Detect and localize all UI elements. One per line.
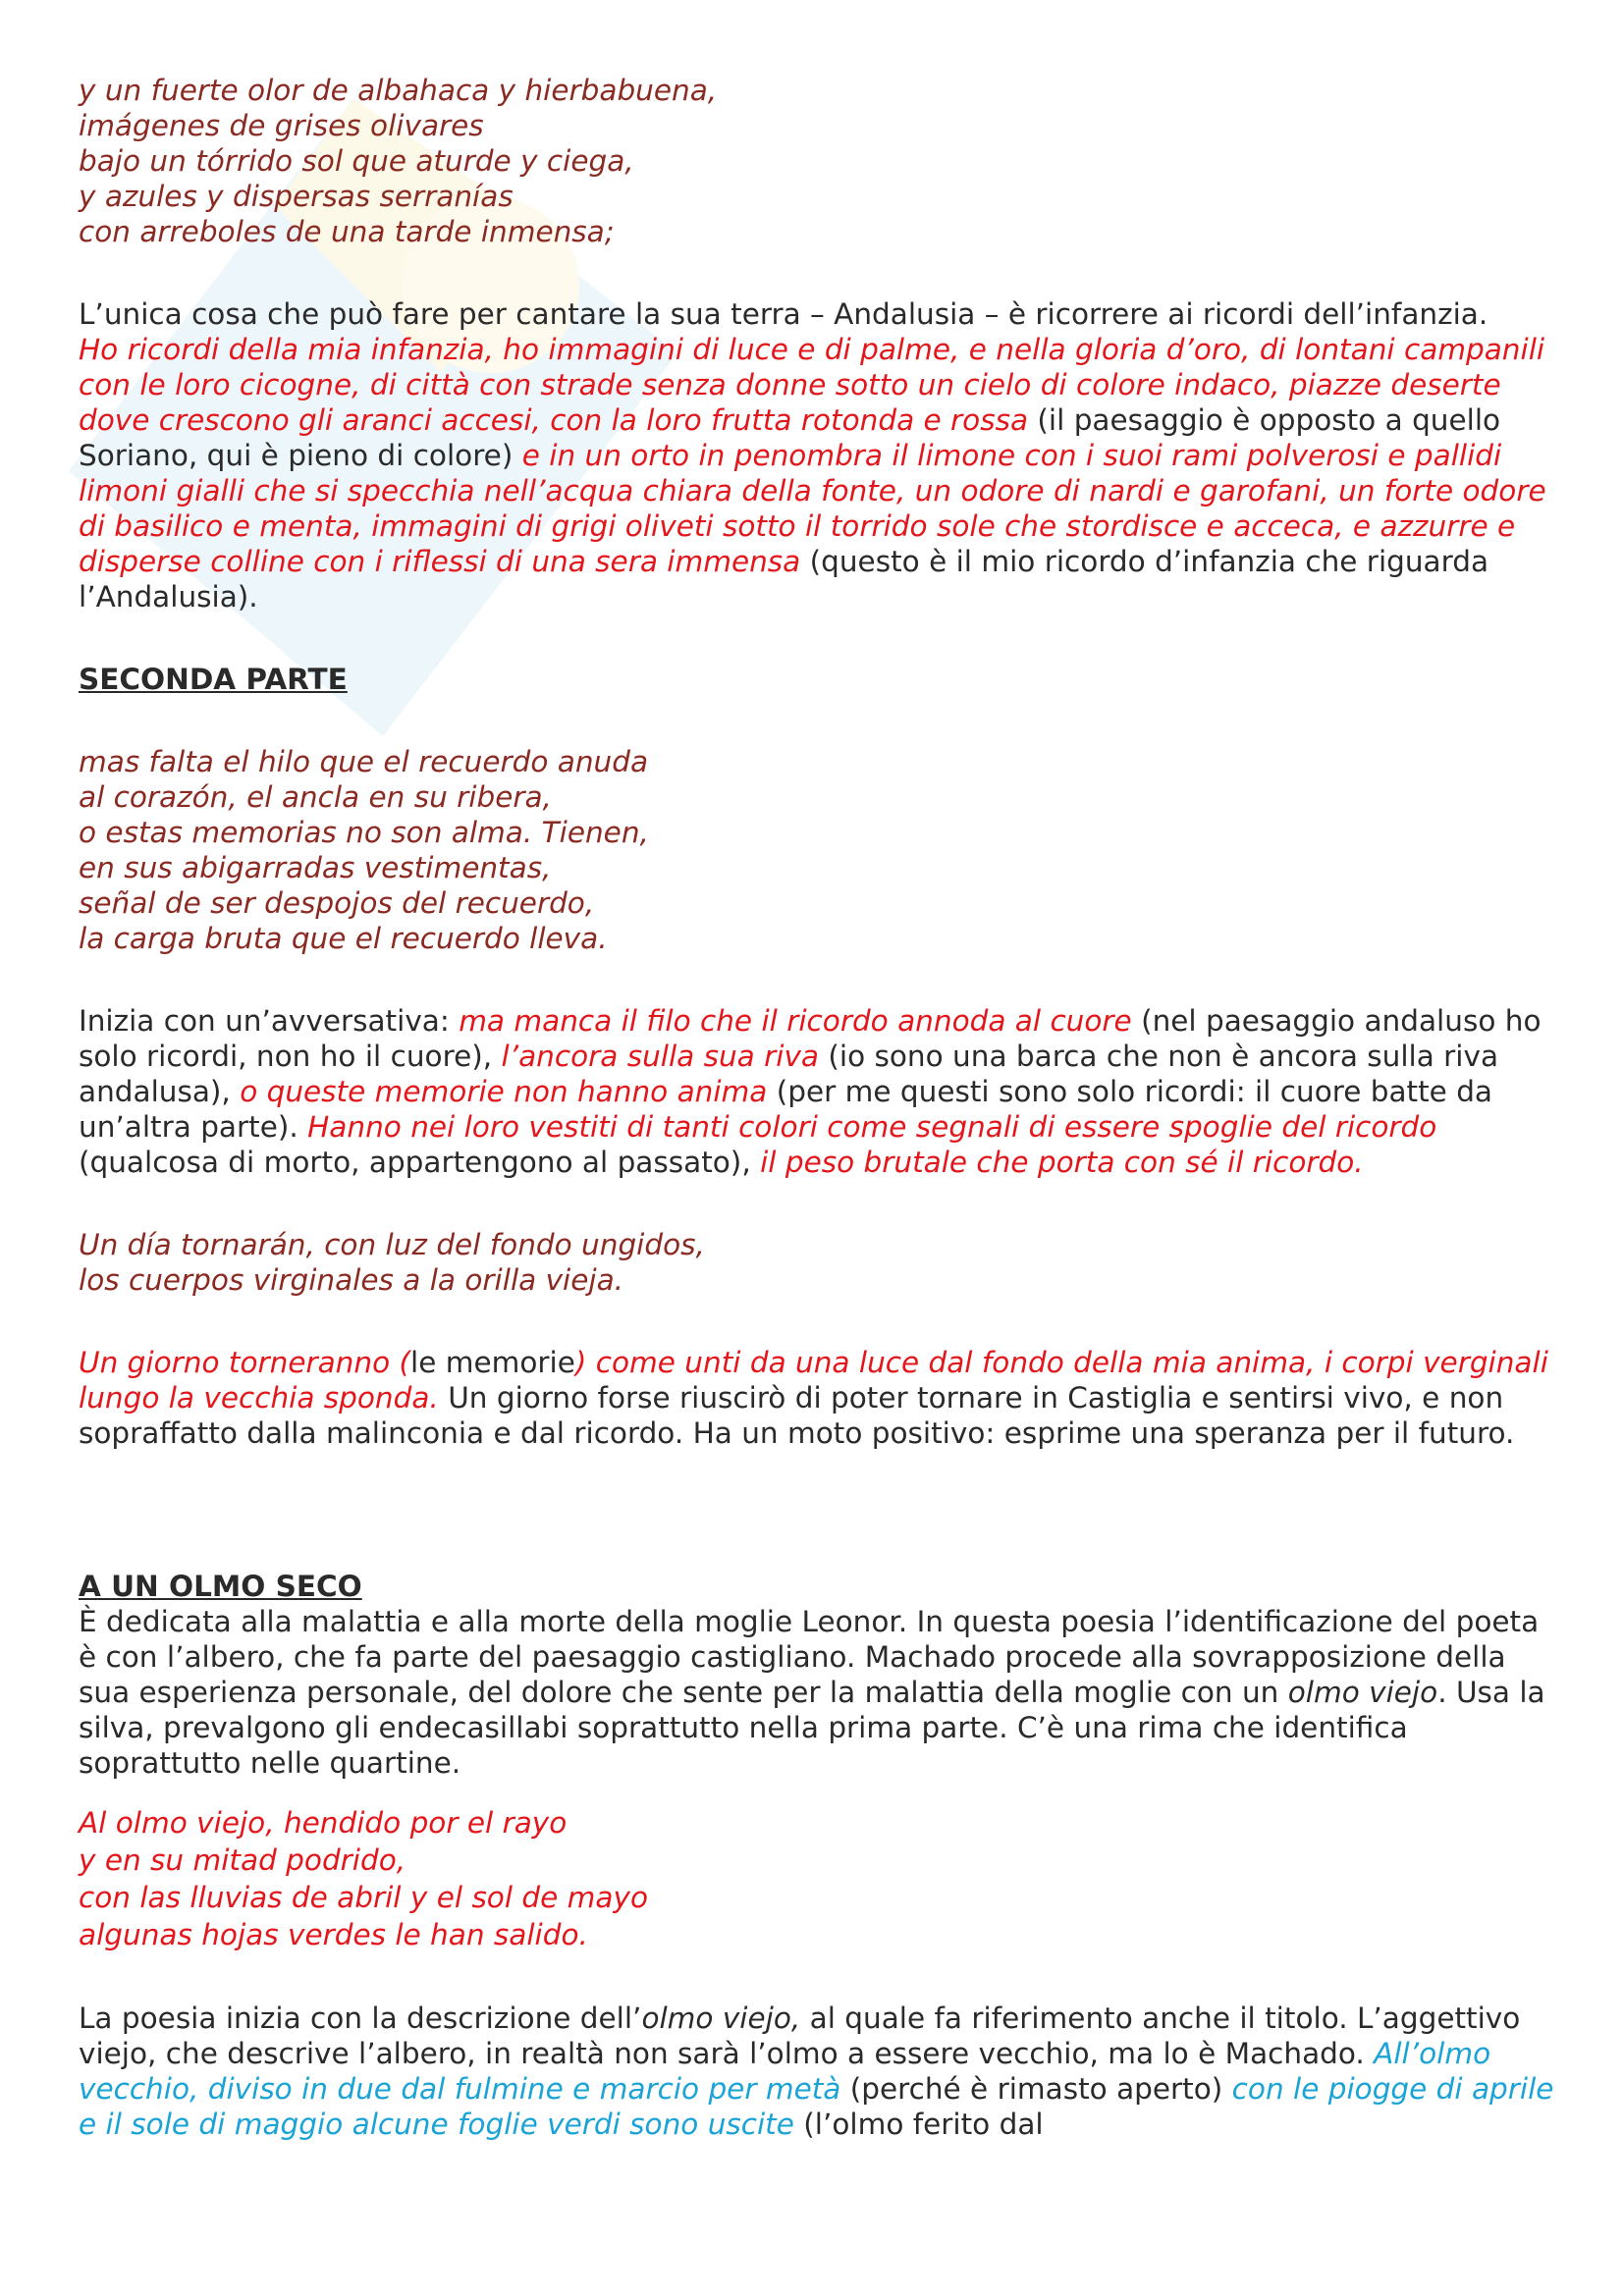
poem-excerpt-3 bbox=[79, 1227, 1561, 1298]
paragraph-andalusia-memories: L’unica cosa che può fare per cantare la sua terra – Andalusia – è ricorrere ai ricordi dell’infanzia. Ho ricordi della mia infanzia, ho immagini di luce e di palme, e nella gloria d’oro, di lontani campanili con le loro cicogne, di città con strade senza donne sotto un cielo di colore indaco, piazze deserte dove crescono gli aranci accesi, con la loro frutta rotonda e rossa (il paesaggio è opposto a quello Soriano, qui è pieno di colore) e in un orto in penombra il limone con i suoi rami polverosi e pallidi limoni gialli che si specchia nell’acqua chiara della fonte, un odore di nardi e garofani, un forte odore di basilico e menta, immagini di grigi oliveti sotto il torrido sole che stordisce e acceca, e azzurre e disperse colline con i riflessi di una sera immensa (questo è il mio ricordo d’infanzia che riguarda l’Andalusia). bbox=[79, 297, 1546, 614]
poem-line: señal de ser despojos del recuerdo, bbox=[79, 886, 595, 920]
translation-highlight: o queste memorie non hanno anima bbox=[240, 1075, 768, 1108]
paragraph-avversativa: Inizia con un’avversativa: ma manca il filo che il ricordo annoda al cuore (nel paesaggio andaluso ho solo ricordi, non ho il cuore), l’ancora sulla sua riva (io sono una barca che non è ancora sulla riva andalusa), o queste memorie non hanno anima (per me questi sono solo ricordi: il cuore batte da un’altra parte). Hanno nei loro vestiti di tanti colori come segnali di essere spoglie del ricordo (qualcosa di morto, appartengono al passato), il peso brutale che porta con sé il ricordo. bbox=[79, 1004, 1542, 1179]
poem-line: la carga bruta que el recuerdo lleva. bbox=[79, 922, 608, 955]
paragraph-speranza: Un giorno torneranno (le memorie) come unti da una luce dal fondo della mia anima, i corpi verginali lungo la vecchia sponda. Un giorno forse riuscirò di poter tornare in Castiglia e sentirsi vivo, e non sopraffatto dalla malinconia e dal ricordo. Ha un moto positivo: esprime una speranza per il futuro. bbox=[79, 1346, 1548, 1450]
poem-line: y azules y dispersas serranías bbox=[79, 180, 514, 213]
poem-line: con las lluvias de abril y el sol de mayo bbox=[79, 1881, 649, 1914]
poem-line: mas falta el hilo que el recuerdo anuda bbox=[79, 745, 649, 778]
translation-highlight-blue: con le piogge di aprile e il sole di maggio alcune foglie verdi sono uscite bbox=[79, 2072, 1554, 2141]
poem-line: los cuerpos virginales a la orilla vieja. bbox=[79, 1263, 624, 1297]
translation-highlight: Un giorno torneranno ( bbox=[79, 1346, 411, 1379]
section-heading-olmo-seco: A UN OLMO SECO bbox=[79, 1570, 362, 1603]
translation-highlight: e in un orto in penombra il limone con i suoi rami polverosi e pallidi limoni gialli che si specchia nell’acqua chiara della fonte, un odore di nardi e garofani, un forte odore di basilico e menta, immagini di grigi oliveti sotto il torrido sole che stordisce e acceca, e azzurre e disperse colline con i riflessi di una sera immensa bbox=[79, 439, 1546, 578]
poem-line: en sus abigarradas vestimentas, bbox=[79, 851, 552, 884]
poem-excerpt-1 bbox=[79, 73, 1561, 249]
translation-highlight: l’ancora sulla sua riva bbox=[501, 1040, 819, 1073]
poem-line: Un día tornarán, con luz del fondo ungidos, bbox=[79, 1228, 705, 1261]
paragraph-olmo-analysis: La poesia inizia con la descrizione dell’olmo viejo, al quale fa riferimento anche il titolo. L’aggettivo viejo, che descrive l’albero, in realtà non sarà l’olmo a essere vecchio, ma lo è Machado. All’olmo vecchio, diviso in due dal fulmine e marcio per metà (perché è rimasto aperto) con le piogge di aprile e il sole di maggio alcune foglie verdi sono uscite (l’olmo ferito dal bbox=[79, 2002, 1554, 2141]
poem-line: con arreboles de una tarde inmensa; bbox=[79, 215, 615, 248]
section-heading-seconda-parte: SECONDA PARTE bbox=[79, 663, 348, 696]
poem-line: bajo un tórrido sol que aturde y ciega, bbox=[79, 144, 634, 178]
document-page bbox=[79, 73, 1561, 2142]
poem-line: imágenes de grises olivares bbox=[79, 109, 484, 142]
translation-highlight: Ho ricordi della mia infanzia, ho immagini di luce e di palme, e nella gloria d’oro, di lontani campanili con le loro cicogne, di città con strade senza donne sotto un cielo di colore indaco, piazze deserte dove crescono gli aranci accesi, con la loro frutta rotonda e rossa bbox=[79, 333, 1545, 437]
poem-line: y un fuerte olor de albahaca y hierbabuena, bbox=[79, 74, 718, 107]
poem-line: o estas memorias no son alma. Tienen, bbox=[79, 816, 649, 849]
translation-highlight: Hanno nei loro vestiti di tanti colori come segnali di essere spoglie del ricordo bbox=[307, 1110, 1437, 1144]
translation-highlight: il peso brutale che porta con sé il ricordo. bbox=[760, 1146, 1364, 1179]
poem-excerpt-2 bbox=[79, 744, 1561, 956]
paragraph-olmo-intro: È dedicata alla malattia e alla morte della moglie Leonor. In questa poesia l’identificazione del poeta è con l’albero, che fa parte del paesaggio castigliano. Machado procede alla sovrapposizione della sua esperienza personale, del dolore che sente per la malattia della moglie con un olmo viejo. Usa la silva, prevalgono gli endecasillabi soprattutto nella prima parte. C’è una rima che identifica soprattutto nelle quartine. bbox=[79, 1605, 1545, 1780]
poem-line: y en su mitad podrido, bbox=[79, 1843, 406, 1877]
translation-highlight: ) come unti da una luce dal fondo della mia anima, i corpi verginali lungo la vecchia sponda. bbox=[79, 1346, 1548, 1415]
poem-line: Al olmo viejo, hendido por el rayo bbox=[79, 1806, 568, 1840]
translation-highlight: ma manca il filo che il ricordo annoda al cuore bbox=[459, 1004, 1132, 1038]
poem-line: al corazón, el ancla en su ribera, bbox=[79, 780, 552, 814]
poem-line: algunas hojas verdes le han salido. bbox=[79, 1918, 588, 1951]
poem-excerpt-4 bbox=[79, 1804, 1561, 1953]
translation-highlight-blue: All’olmo vecchio, diviso in due dal fulmine e marcio per metà bbox=[79, 2037, 1491, 2106]
